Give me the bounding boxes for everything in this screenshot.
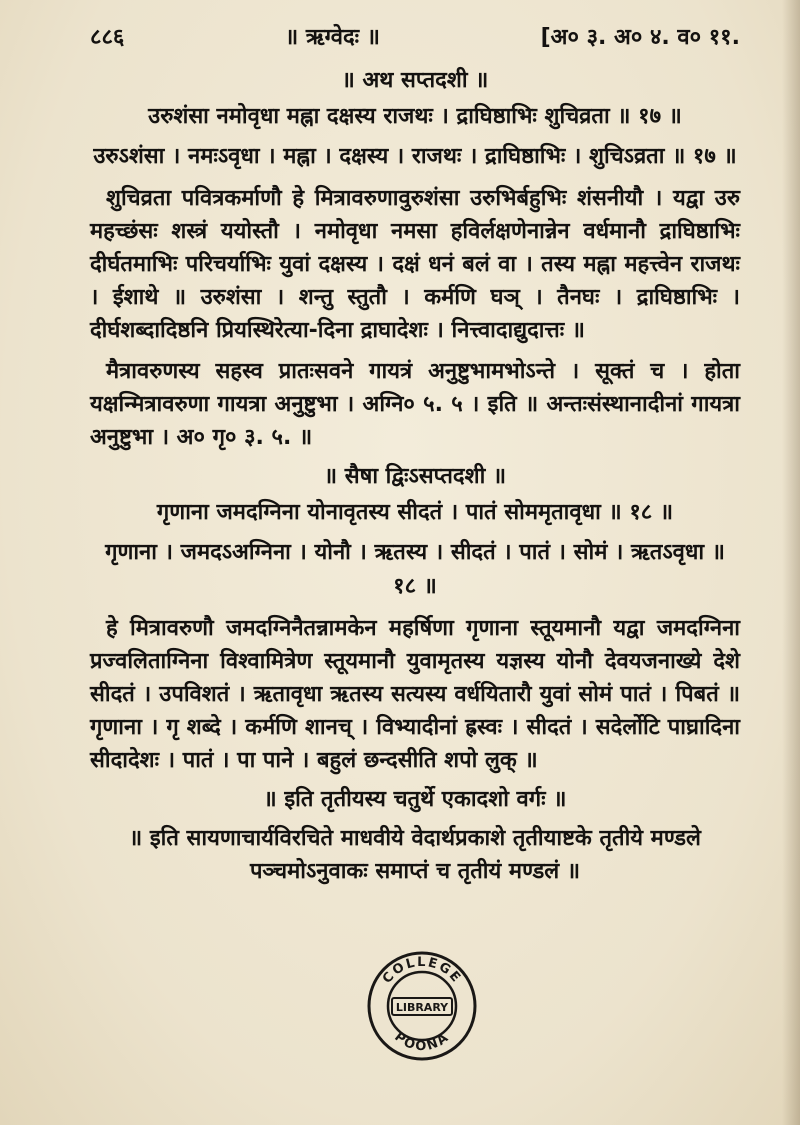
stamp-bottom-text: POONA — [391, 1029, 453, 1055]
running-header — [90, 18, 740, 54]
verse-padapatha: गृणाना । जमदऽअग्निना । योनौ । ऋतस्य । सीदतं । पातं । सोमं । ऋतऽवृधा ॥ १८ ॥ — [105, 540, 725, 599]
chapter-title: ॥ अथ सप्तदशी ॥ — [341, 68, 489, 93]
page-number: ८८६ — [90, 25, 125, 50]
verse-padapatha: उरुऽशंसा । नमःऽवृधा । मह्ना । दक्षस्य । राजथः । द्राघिष्ठाभिः । शुचिऽव्रता ॥ १७ ॥ — [93, 144, 737, 169]
section-subtitle: ॥ सैषा द्विःऽसप्तदशी ॥ — [323, 464, 507, 489]
text-block — [90, 18, 740, 888]
verse-samhita: उरुशंसा नमोवृधा मह्ना दक्षस्य राजथः । द्राघिष्ठाभिः शुचिव्रता ॥ १७ ॥ — [148, 104, 682, 129]
stamp-top-text: COLLEGE — [379, 954, 465, 987]
page-edge-shadow — [782, 0, 800, 1125]
section-reference: [अ० ३. अ० ४. व० ११. — [540, 25, 740, 50]
stamp-center-text: LIBRARY — [395, 1001, 449, 1014]
library-stamp — [366, 950, 478, 1062]
svg-text:POONA — [391, 1030, 452, 1055]
running-title: ॥ ऋग्वेदः ॥ — [284, 25, 380, 50]
ritual-note-paragraph: मैत्रावरुणस्य सहस्व प्रातःसवने गायत्रं अनुष्टुभामभोऽन्ते । सूक्तं च । होता यक्षन्मित्रावरुणा गायत्रा अनुष्टुभा । अग्नि० ५. ५ । इति ॥ अन्तःसंस्थानादीनां गायत्रा अनुष्टुभा । अ० गृ० ३. ५. ॥ — [90, 359, 740, 450]
commentary-paragraph: हे मित्रावरुणौ जमदग्निनैतन्नामकेन महर्षिणा गृणाना स्तूयमानौ यद्वा जमदग्निना प्रज्वलिताग्निना विश्वामित्रेण स्तूयमानौ युवामृतस्य यज्ञस्य योनौ देवयजनाख्ये देशे सीदतं । उपविशतं । ऋतावृधा ऋतस्य सत्यस्य वर्धयितारौ युवां सोमं पातं । पिबतं ॥ गृणाना । गृ शब्दे । कर्मणि शानच् । विभ्यादीनां ह्रस्वः । सीदतं । सदेर्लोटि पाघ्रादिना सीदादेशः । पातं । पा पाने । बहुलं छन्दसीति शपो लुक् ॥ — [90, 616, 740, 773]
colophon-mandala: ॥ इति सायणाचार्यविरचिते माधवीये वेदार्थप्रकाशे तृतीयाष्टके तृतीये मण्डले पञ्चमोऽनुवाकः समाप्तं च तृतीयं मण्डलं ॥ — [129, 826, 701, 884]
verse-samhita: गृणाना जमदग्निना योनावृतस्य सीदतं । पातं सोममृतावृधा ॥ १८ ॥ — [156, 500, 674, 525]
commentary-paragraph: शुचिव्रता पवित्रकर्माणौ हे मित्रावरुणावुरुशंसा उरुभिर्बहुभिः शंसनीयौ । यद्वा उरु महच्छंसः शस्त्रं ययोस्तौ । नमोवृधा नमसा हविर्लक्षणेनान्नेन वर्धमानौ द्राघिष्ठाभिः दीर्घतमाभिः परिचर्याभिः युवां दक्षस्य । दक्षं धनं बलं वा । तस्य मह्ना महत्त्वेन राजथः । ईशाथे ॥ उरुशंसा । शन्तु स्तुतौ । कर्मणि घञ् । तैनघः । द्राघिष्ठाभिः । दीर्घशब्दादिष्ठनि प्रियस्थिरेत्या-दिना द्राघादेशः । नित्त्वादाद्युदात्तः ॥ — [90, 186, 740, 343]
colophon-varga: ॥ इति तृतीयस्य चतुर्थे एकादशो वर्गः ॥ — [263, 787, 567, 812]
